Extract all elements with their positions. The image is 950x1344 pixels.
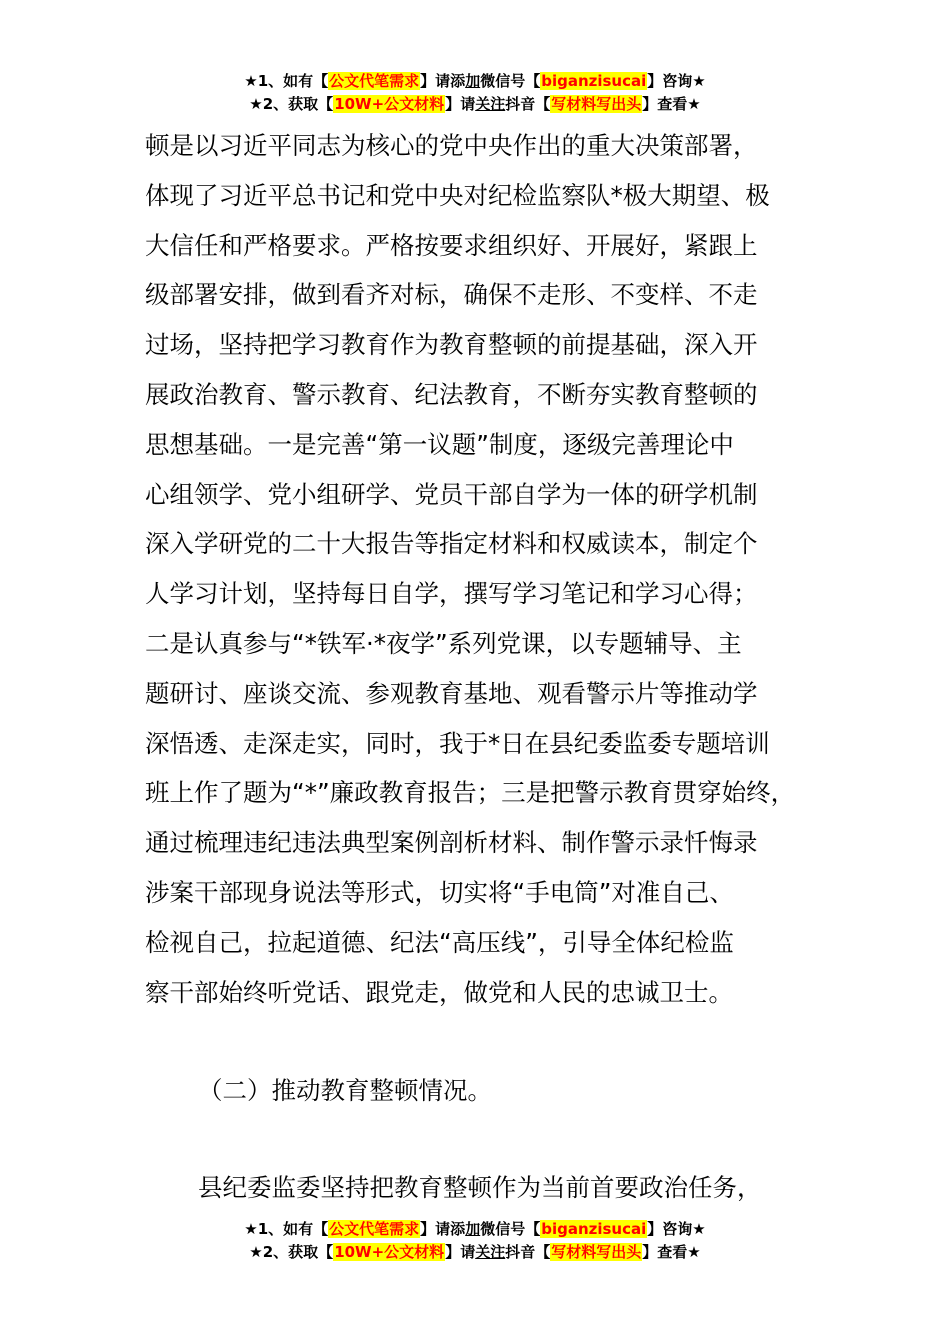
promo-wechat-id: biganzisucai [541, 72, 647, 90]
text-line: 题研讨、座谈交流、参观教育基地、观看警示片等推动学 [145, 678, 758, 708]
promo-highlight: 公文代笔需求 [329, 1220, 420, 1238]
promo-line-2 [0, 93, 950, 116]
promo-text: 】查看★ [642, 1243, 701, 1261]
text-line: 二是认真参与“*铁军·*夜学”系列党课，以专题辅导、主 [145, 628, 742, 658]
promo-text: ★2、获取【 [249, 95, 334, 113]
paragraph-start: 县纪委监委坚持把教育整顿作为当前首要政治任务， [198, 1173, 762, 1202]
text-line: 大信任和严格要求。严格按要求组织好、开展好，紧跟上 [145, 230, 758, 260]
text-line: 体现了习近平总书记和党中央对纪检监察队*极大期望、极 [145, 180, 770, 210]
promo-text: 】请 [445, 95, 476, 113]
promo-banner-bottom [0, 1218, 950, 1264]
promo-text: ★1、如有【 [244, 72, 329, 90]
text-line: 展政治教育、警示教育、纪法教育，不断夯实教育整顿的 [145, 379, 758, 409]
promo-highlight: 公文代笔需求 [329, 72, 420, 90]
text-line: 检视自己，拉起道德、纪法“高压线”，引导全体纪检监 [145, 927, 734, 957]
body-paragraph [145, 121, 825, 1017]
text-line: 思想基础。一是完善“第一议题”制度，逐级完善理论中 [145, 429, 734, 459]
promo-highlight: 10W+公文材料 [334, 1243, 445, 1261]
promo-text: ★2、获取【 [249, 1243, 334, 1261]
text-line: 通过梳理违纪违法典型案例剖析材料、制作警示录忏悔录 [145, 828, 758, 858]
promo-text: ★1、如有【 [244, 1220, 329, 1238]
promo-line-1 [0, 1218, 950, 1241]
promo-text: 抖音【 [505, 1243, 551, 1261]
text-line: 顿是以习近平同志为核心的党中央作出的重大决策部署， [145, 131, 758, 160]
promo-text: 抖音【 [505, 95, 551, 113]
section-heading: （二）推动教育整顿情况。 [198, 1076, 492, 1105]
promo-underline-text: 加 [465, 1220, 481, 1238]
promo-text: 】请添 [420, 1220, 466, 1238]
text-line: 班上作了题为“*”廉政教育报告；三是把警示教育贯穿始终， [145, 778, 796, 808]
text-line: 过场，坚持把学习教育作为教育整顿的前提基础，深入开 [145, 330, 758, 360]
promo-text: 】请 [445, 1243, 476, 1261]
promo-line-2 [0, 1241, 950, 1264]
text-line: 级部署安排，做到看齐对标，确保不走形、不变样、不走 [145, 280, 758, 310]
promo-text: 微信号【 [480, 1220, 541, 1238]
promo-underline-text: 关注 [475, 95, 506, 113]
text-line: 深入学研党的二十大报告等指定材料和权威读本，制定个 [145, 529, 758, 559]
promo-underline-text: 加 [465, 72, 481, 90]
promo-text: 】查看★ [642, 95, 701, 113]
promo-wechat-id: biganzisucai [541, 1220, 647, 1238]
promo-highlight: 10W+公文材料 [334, 95, 445, 113]
promo-text: 】咨询★ [647, 72, 706, 90]
text-line: 涉案干部现身说法等形式，切实将“手电筒”对准自己、 [145, 877, 734, 907]
promo-line-1 [0, 70, 950, 93]
promo-banner-top [0, 70, 950, 116]
promo-text: 】咨询★ [647, 1220, 706, 1238]
text-line: 心组领学、党小组研学、党员干部自学为一体的研学机制 [145, 479, 758, 509]
promo-underline-text: 关注 [475, 1243, 506, 1261]
promo-douyin-id: 写材料写出头 [551, 95, 642, 113]
promo-douyin-id: 写材料写出头 [551, 1243, 642, 1261]
promo-text: 】请添 [420, 72, 466, 90]
promo-text: 微信号【 [480, 72, 541, 90]
text-line: 察干部始终听党话、跟党走，做党和人民的忠诚卫士。 [145, 977, 733, 1007]
text-line: 深悟透、走深走实，同时，我于*日在县纪委监委专题培训 [145, 728, 770, 758]
text-line: 人学习计划，坚持每日自学，撰写学习笔记和学习心得； [145, 579, 758, 609]
